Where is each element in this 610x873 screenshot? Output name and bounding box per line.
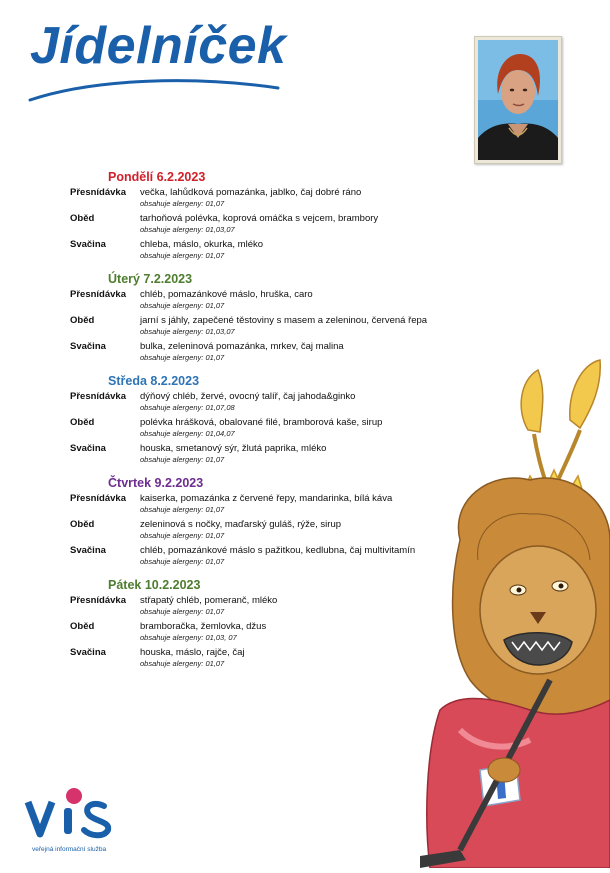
meal-description: chléb, pomazánkové máslo, hruška, caro: [140, 289, 313, 300]
day-monday: [70, 168, 470, 264]
meal-label: Oběd: [70, 519, 95, 530]
meal-description: střapatý chléb, pomeranč, mléko: [140, 595, 278, 606]
meal-allergens: obsahuje alergeny: 01,03,07: [140, 327, 235, 336]
meal-label: Přesnídávka: [70, 493, 126, 504]
vis-logo: [22, 786, 132, 862]
day-title: Pondělí 6.2.2023: [108, 170, 206, 184]
day-wednesday: [70, 372, 470, 468]
meal-label: Přesnídávka: [70, 391, 126, 402]
day-title: Čtvrtek 9.2.2023: [108, 476, 204, 490]
meal-allergens: obsahuje alergeny: 01,07: [140, 557, 225, 566]
meal-allergens: obsahuje alergeny: 01,07: [140, 505, 225, 514]
meal-row: [70, 288, 470, 314]
meal-description: večka, lahůdková pomazánka, jablko, čaj dobré ráno: [140, 187, 362, 198]
meal-description: polévka hrášková, obalované filé, bramborová kaše, sirup: [140, 417, 383, 428]
meal-label: Přesnídávka: [70, 187, 126, 198]
meal-allergens: obsahuje alergeny: 01,04,07: [140, 429, 235, 438]
meal-description: chleba, máslo, okurka, mléko: [140, 239, 264, 250]
meal-allergens: obsahuje alergeny: 01,07: [140, 659, 225, 668]
logo-tagline: veřejná informační služba: [32, 846, 107, 853]
meal-allergens: obsahuje alergeny: 01,07,08: [140, 403, 235, 412]
meal-row: [70, 186, 470, 212]
meal-label: Svačina: [70, 545, 106, 556]
meal-allergens: obsahuje alergeny: 01,07: [140, 353, 225, 362]
meal-label: Oběd: [70, 315, 95, 326]
meal-allergens: obsahuje alergeny: 01,07: [140, 607, 225, 616]
title-underline-swoosh: [26, 68, 286, 108]
day-thursday: [70, 474, 470, 570]
page-title: Jídelníček: [30, 17, 287, 75]
portrait-image: [478, 40, 558, 160]
meal-row: [70, 620, 470, 646]
meal-description: tarhoňová polévka, koprová omáčka s vejcem, brambory: [140, 213, 379, 224]
meal-description: kaiserka, pomazánka z červené řepy, mandarinka, bílá káva: [140, 493, 393, 504]
meal-row: [70, 314, 470, 340]
meal-row: [70, 492, 470, 518]
day-title: Pátek 10.2.2023: [108, 578, 201, 592]
meal-allergens: obsahuje alergeny: 01,03,07: [140, 225, 235, 234]
meal-row: [70, 442, 470, 468]
page-title-block: [26, 10, 286, 105]
meal-row: [70, 340, 470, 366]
meal-row: [70, 416, 470, 442]
meal-allergens: obsahuje alergeny: 01,07: [140, 531, 225, 540]
meal-allergens: obsahuje alergeny: 01,07: [140, 301, 225, 310]
meal-row: [70, 518, 470, 544]
lion-mascot-illustration: [420, 350, 610, 868]
weekly-menu: [70, 168, 470, 678]
meal-description: dýňový chléb, žervé, ovocný talíř, čaj jahoda&ginko: [140, 391, 356, 402]
meal-label: Oběd: [70, 417, 95, 428]
meal-description: zeleninová s nočky, maďarský guláš, rýže, sirup: [140, 519, 342, 530]
meal-row: [70, 238, 470, 264]
meal-description: houska, smetanový sýr, žlutá paprika, mléko: [140, 443, 327, 454]
day-title: Úterý 7.2.2023: [108, 272, 193, 286]
day-title: Středa 8.2.2023: [108, 374, 200, 388]
meal-row: [70, 544, 470, 570]
meal-description: bramboračka, žemlovka, džus: [140, 621, 267, 632]
meal-description: chléb, pomazánkové máslo s pažitkou, kedlubna, čaj multivitamín: [140, 545, 416, 556]
meal-label: Přesnídávka: [70, 595, 126, 606]
cook-photo: [474, 36, 562, 164]
meal-label: Svačina: [70, 239, 106, 250]
meal-label: Svačina: [70, 341, 106, 352]
meal-row: [70, 212, 470, 238]
meal-allergens: obsahuje alergeny: 01,03, 07: [140, 633, 237, 642]
meal-description: bulka, zeleninová pomazánka, mrkev, čaj malina: [140, 341, 344, 352]
meal-label: Přesnídávka: [70, 289, 126, 300]
meal-label: Oběd: [70, 621, 95, 632]
meal-label: Oběd: [70, 213, 95, 224]
meal-row: [70, 646, 470, 672]
meal-label: Svačina: [70, 443, 106, 454]
meal-label: Svačina: [70, 647, 106, 658]
day-tuesday: [70, 270, 470, 366]
day-friday: [70, 576, 470, 672]
meal-allergens: obsahuje alergeny: 01,07: [140, 251, 225, 260]
meal-row: [70, 594, 470, 620]
meal-allergens: obsahuje alergeny: 01,07: [140, 199, 225, 208]
meal-allergens: obsahuje alergeny: 01,07: [140, 455, 225, 464]
meal-row: [70, 390, 470, 416]
meal-description: houska, máslo, rajče, čaj: [140, 647, 245, 658]
meal-description: jarní s jáhly, zapečené těstoviny s masem a zeleninou, červená řepa: [140, 315, 428, 326]
